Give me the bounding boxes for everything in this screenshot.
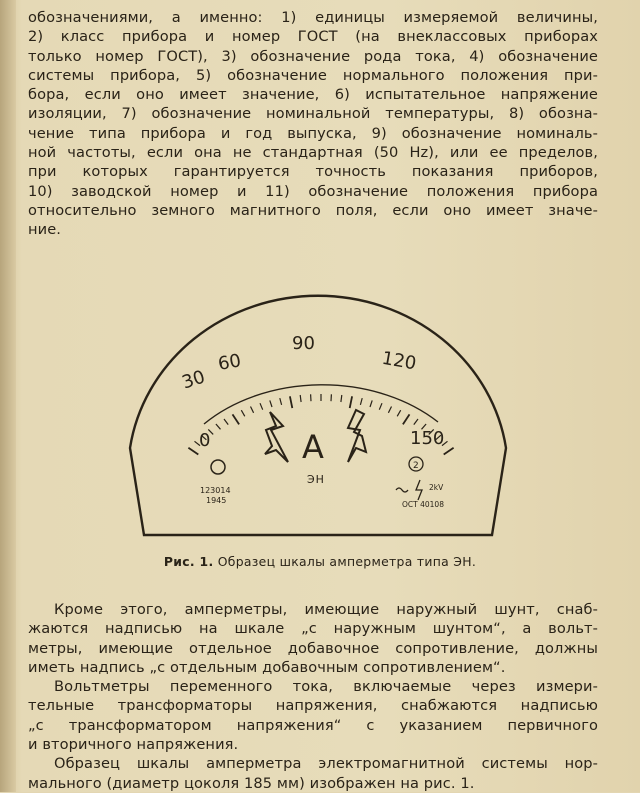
paragraph-top	[28, 8, 598, 240]
test-voltage-icon	[416, 480, 422, 500]
text-line: обозначениями, а именно: 1) единицы измеряемой величины,	[28, 8, 598, 27]
ammeter-scale-figure	[120, 250, 520, 550]
scale-tick	[241, 410, 245, 416]
scale-tick	[350, 396, 352, 408]
scale-tick	[233, 414, 240, 424]
scale-tick	[216, 424, 221, 429]
scale-tick	[397, 410, 401, 416]
scale-label-0: 0	[199, 430, 210, 451]
year-label: 1945	[206, 496, 226, 505]
text-line: системы прибора, 5) обозначение нормального положения при-	[28, 66, 598, 85]
text-line: иметь надпись „с отдельным добавочным сопротивлением“.	[28, 658, 598, 677]
scale-arc	[204, 385, 438, 424]
ac-symbol-icon	[396, 488, 408, 492]
lightning-right-icon	[348, 410, 366, 462]
zero-adjust-icon	[211, 460, 225, 474]
text-line: тельные трансформаторы напряжения, снабжаются надписью	[28, 696, 598, 715]
text-line: чение типа прибора и год выпуска, 9) обозначение номиналь-	[28, 124, 598, 143]
type-label: ЭН	[307, 473, 325, 486]
class-mark: 2	[413, 461, 419, 471]
caption-text: Образец шкалы амперметра типа ЭН.	[218, 554, 476, 569]
scale-tick	[300, 395, 301, 402]
scale-tick	[341, 395, 342, 402]
scale-tick	[444, 448, 454, 455]
text-line: и вторичного напряжения.	[28, 735, 598, 754]
scale-tick	[251, 407, 254, 413]
unit-label: A	[302, 428, 324, 466]
scale-tick	[280, 398, 282, 405]
serial-number: 123014	[200, 486, 231, 495]
text-line: 2) класс прибора и номер ГОСТ (на внеклассовых приборах	[28, 27, 598, 46]
caption-prefix: Рис. 1.	[164, 554, 214, 569]
text-line: изоляции, 7) обозначение номинальной температуры, 8) обозна-	[28, 104, 598, 123]
scale-tick	[388, 407, 391, 413]
scale-tick	[403, 414, 410, 424]
scale-tick	[379, 403, 382, 410]
scale-label-30: 30	[179, 367, 207, 394]
scale-label-60: 60	[216, 350, 242, 375]
test-voltage: 2kV	[429, 483, 444, 492]
text-line: Образец шкалы амперметра электромагнитной системы нор-	[28, 754, 598, 773]
text-line: жаются надписью на шкале „с наружным шунтом“, а вольт-	[28, 619, 598, 638]
scale-tick	[290, 396, 292, 408]
figure-caption	[0, 554, 640, 569]
page-gutter	[0, 0, 16, 792]
text-line: Кроме этого, амперметры, имеющие наружный шунт, снаб-	[28, 600, 598, 619]
scale-tick	[414, 419, 418, 425]
text-line: ние.	[28, 220, 598, 239]
text-line: „с трансформатором напряжения“ с указанием первичного	[28, 716, 598, 735]
text-line: при которых гарантируется точность показания приборов,	[28, 162, 598, 181]
scale-tick	[260, 403, 263, 410]
text-line: 10) заводской номер и 11) обозначение положения прибора	[28, 182, 598, 201]
text-line: Вольтметры переменного тока, включаемые через измери-	[28, 677, 598, 696]
text-line: бора, если оно имеет значение, 6) испытательное напряжение	[28, 85, 598, 104]
scale-tick	[370, 400, 372, 407]
scale-tick	[188, 448, 198, 455]
scale-tick	[360, 398, 362, 405]
scale-tick	[270, 400, 272, 407]
scale-label-120: 120	[380, 348, 417, 375]
paragraph-bottom	[28, 600, 598, 793]
scale-label-90: 90	[292, 333, 315, 354]
text-line: ной частоты, если она не стандартная (50 Hz), или ее пределов,	[28, 143, 598, 162]
scale-label-150: 150	[410, 428, 444, 449]
scale-tick	[224, 419, 228, 425]
gost-label: ОСТ 40108	[402, 500, 444, 509]
text-line: метры, имеющие отдельное добавочное сопротивление, должны	[28, 639, 598, 658]
dial-outline	[130, 296, 506, 535]
text-line: только номер ГОСТ), 3) обозначение рода тока, 4) обозначение	[28, 47, 598, 66]
text-line: мального (диаметр цоколя 185 мм) изображен на рис. 1.	[28, 774, 598, 793]
text-line: относительно земного магнитного поля, если оно имеет значе-	[28, 201, 598, 220]
lightning-left-icon	[265, 412, 288, 462]
ammeter-scale-drawing	[120, 250, 520, 550]
